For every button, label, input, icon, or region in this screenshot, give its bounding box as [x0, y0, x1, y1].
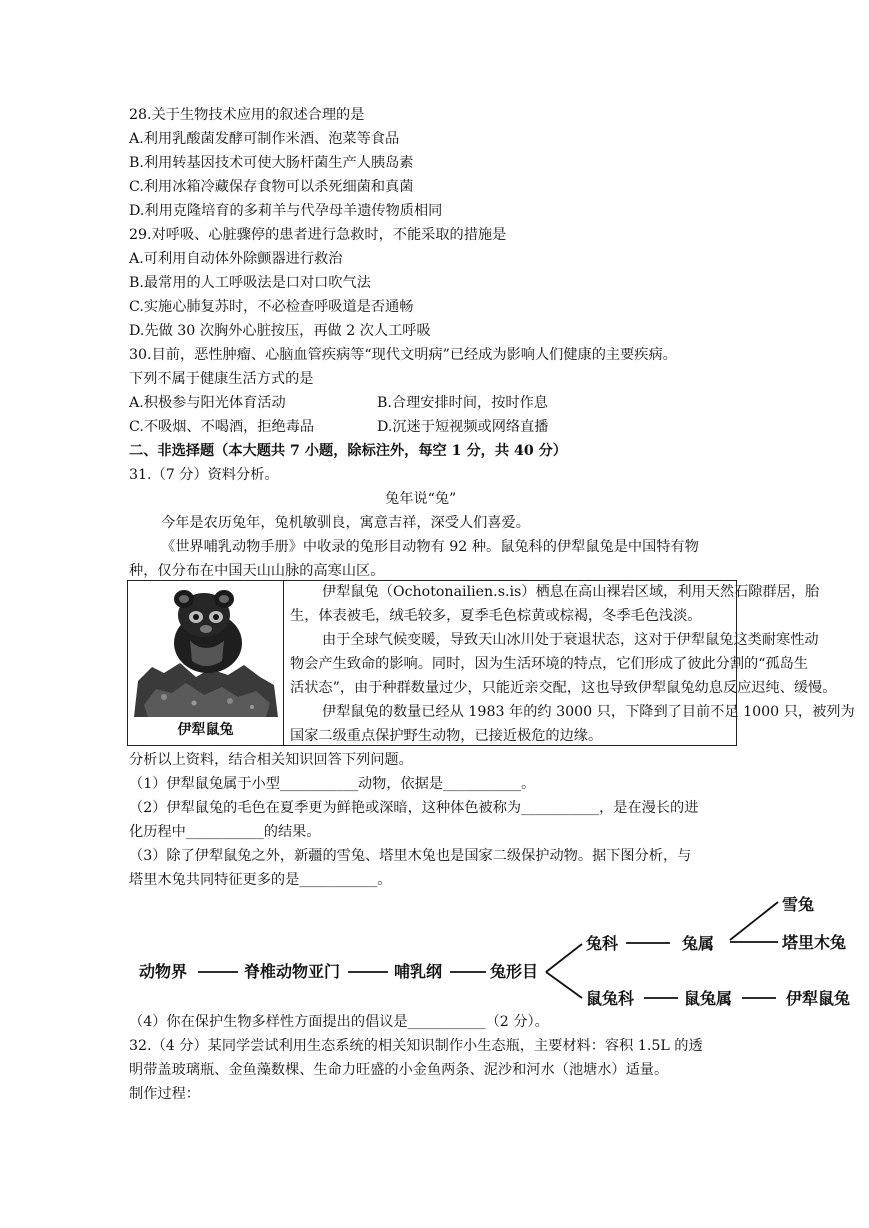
q29-option-a: A.可利用自动体外除颤器进行救治: [129, 251, 343, 267]
tree-family-pika: 鼠兔科: [586, 989, 635, 1008]
q31-paragraph1: 今年是农历兔年，兔机敏驯良，寓意吉祥，深受人们喜爱。: [161, 515, 530, 531]
q31-paragraph2-line1: 《世界哺乳动物手册》中收录的兔形目动物有 92 种。鼠兔科的伊犁鼠兔是中国特有物: [161, 539, 699, 555]
q32-line2: 明带盖玻璃瓶、金鱼藻数棵、生命力旺盛的小金鱼两条、泥沙和河水（池塘水）适量。: [129, 1062, 669, 1078]
q28-stem: 28.关于生物技术应用的叙述合理的是: [129, 107, 365, 123]
box-line-6: 伊犁鼠兔的数量已经从 1983 年的约 3000 只，下降到了目前不足 1000 只，被列为: [322, 704, 855, 720]
tree-kingdom: 动物界: [139, 962, 188, 981]
q32-line1: 32.（4 分）某同学尝试利用生态系统的相关知识制作小生态瓶，主要材料：容积 1.5L 的透: [129, 1038, 703, 1054]
tree-genus-pika: 鼠兔属: [684, 989, 733, 1008]
q31-analysis-intro: 分析以上资料，结合相关知识回答下列问题。: [129, 752, 413, 768]
tree-genus-hare: 兔属: [682, 934, 715, 953]
q31-paragraph2-line2: 种，仅分布在中国天山山脉的高寒山区。: [129, 563, 385, 579]
q31-sub4: （4）你在保护生物多样性方面提出的倡议是___________（2 分）。: [129, 1014, 549, 1030]
q30-option-c: C.不吸烟、不喝酒，拒绝毒品: [129, 419, 315, 435]
q31-sub2-line1: （2）伊犁鼠兔的毛色在夏季更为鲜艳或深暗，这种体色被称为___________，是在漫长的进: [129, 800, 699, 816]
q29-stem: 29.对呼吸、心脏骤停的患者进行急救时，不能采取的措施是: [129, 227, 507, 243]
tree-class: 哺乳纲: [394, 962, 443, 981]
q31-title: 兔年说“兔”: [385, 491, 457, 507]
pika-photo: [134, 585, 278, 717]
q28-option-a: A.利用乳酸菌发酵可制作米酒、泡菜等食品: [129, 131, 400, 147]
box-line-1: 伊犁鼠兔（Ochotonailien.s.is）栖息在高山裸岩区域，利用天然石隙群居，胎: [322, 584, 820, 600]
box-line-7: 国家二级重点保护野生动物，已接近极危的边缘。: [290, 728, 603, 744]
q32-line3: 制作过程：: [129, 1086, 200, 1102]
tree-species-snow-hare: 雪兔: [782, 895, 815, 914]
q31-sub1: （1）伊犁鼠兔属于小型___________动物，依据是___________。: [129, 776, 536, 792]
box-line-2: 生，体表被毛，绒毛较多，夏季毛色棕黄或棕褐，冬季毛色浅淡。: [290, 608, 702, 624]
q30-stem-line1: 30.目前，恶性肿瘤、心脑血管疾病等“现代文明病”已经成为影响人们健康的主要疾病。: [129, 347, 677, 363]
section-heading: 二、非选择题（本大题共 7 小题，除标注外，每空 1 分，共 40 分）: [129, 443, 567, 459]
tree-subphylum: 脊椎动物亚门: [244, 962, 341, 981]
box-divider: [283, 581, 284, 745]
q30-option-a: A.积极参与阳光体育活动: [129, 395, 286, 411]
q28-option-b: B.利用转基因技术可使大肠杆菌生产人胰岛素: [129, 155, 414, 171]
tree-order: 兔形目: [490, 962, 539, 981]
classification-diagram: [0, 880, 869, 1010]
tree-species-ili-pika: 伊犁鼠兔: [786, 989, 851, 1008]
q29-option-c: C.实施心肺复苏时，不必检查呼吸道是否通畅: [129, 299, 414, 315]
pika-caption: 伊犁鼠兔: [177, 722, 234, 738]
q31-stem: 31.（7 分）资料分析。: [129, 467, 279, 483]
box-line-4: 物会产生致命的影响。同时，因为生活环境的特点，它们形成了彼此分割的“孤岛生: [290, 656, 809, 672]
material-box: [127, 580, 855, 746]
tree-species-tarim-hare: 塔里木兔: [782, 933, 847, 952]
box-line-3: 由于全球气候变暖，导致天山冰川处于衰退状态，这对于伊犁鼠兔这类耐寒性动: [322, 632, 819, 648]
q28-option-c: C.利用冰箱冷藏保存食物可以杀死细菌和真菌: [129, 179, 414, 195]
box-line-5: 活状态”，由于种群数量过少，只能近亲交配，这也导致伊犁鼠兔幼息反应迟纯、缓慢。: [290, 680, 837, 696]
q31-sub3-line2: 塔里木兔共同特征更多的是___________。: [129, 872, 392, 888]
q30-option-b: B.合理安排时间，按时作息: [377, 395, 548, 411]
q31-sub2-line2: 化历程中___________的结果。: [129, 824, 321, 840]
q29-option-d: D.先做 30 次胸外心脏按压，再做 2 次人工呼吸: [129, 323, 431, 339]
q28-option-d: D.利用克隆培育的多莉羊与代孕母羊遗传物质相同: [129, 203, 443, 219]
q29-option-b: B.最常用的人工呼吸法是口对口吹气法: [129, 275, 371, 291]
q31-sub3-line1: （3）除了伊犁鼠兔之外，新疆的雪兔、塔里木兔也是国家二级保护动物。据下图分析，与: [129, 848, 692, 864]
q30-option-d: D.沉迷于短视频或网络直播: [377, 419, 549, 435]
tree-family-hare: 兔科: [586, 934, 619, 953]
q30-stem-line2: 下列不属于健康生活方式的是: [129, 371, 314, 387]
